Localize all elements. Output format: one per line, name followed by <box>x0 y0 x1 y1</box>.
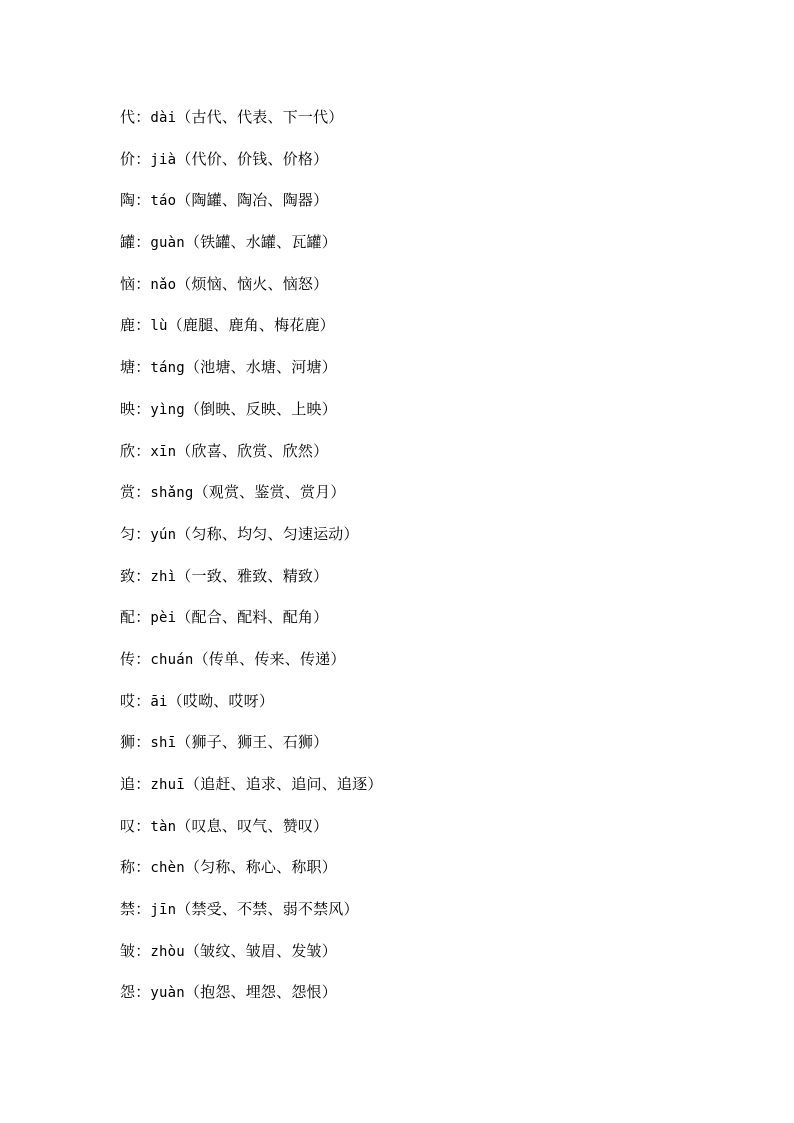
entry-separator: ： <box>135 649 151 668</box>
entry-character: 代 <box>120 108 136 126</box>
entry-words: （鹿腿、鹿角、梅花鹿） <box>167 316 335 335</box>
entry-character: 欣 <box>120 441 136 460</box>
vocab-entry <box>120 398 383 440</box>
entry-words: （烦恼、恼火、恼怒） <box>176 274 329 293</box>
entry-words: （倒映、反映、上映） <box>184 399 337 418</box>
entry-words: （古代、代表、下一代） <box>176 108 344 126</box>
entry-pinyin: dài <box>150 110 177 126</box>
entry-words: （代价、价钱、价格） <box>176 149 329 168</box>
entry-pinyin: shī <box>150 735 177 752</box>
entry-separator: ： <box>135 775 151 793</box>
entry-separator: ： <box>135 358 151 377</box>
entry-character: 皱 <box>120 941 136 960</box>
entry-words: （一致、雅致、精致） <box>176 566 329 585</box>
entry-words: （狮子、狮王、石狮） <box>176 733 329 752</box>
vocabulary-list <box>120 106 383 1023</box>
entry-character: 称 <box>120 858 136 877</box>
entry-separator: ： <box>135 149 151 168</box>
vocab-entry <box>120 940 383 982</box>
entry-words: （观赏、鉴赏、赏月） <box>193 483 346 502</box>
vocab-entry <box>120 481 383 523</box>
entry-pinyin: táo <box>150 193 177 210</box>
entry-character: 狮 <box>120 733 136 752</box>
entry-pinyin: jīn <box>150 902 177 919</box>
entry-pinyin: tàn <box>150 818 177 835</box>
vocab-entry <box>120 148 383 190</box>
vocab-entry <box>120 523 383 565</box>
entry-pinyin: zhuī <box>150 777 185 793</box>
entry-separator: ： <box>135 524 151 543</box>
entry-separator: ： <box>135 691 151 710</box>
entry-separator: ： <box>135 108 151 126</box>
entry-pinyin: āi <box>150 693 168 710</box>
entry-separator: ： <box>135 858 151 877</box>
entry-separator: ： <box>135 608 151 627</box>
entry-character: 鹿 <box>120 316 136 335</box>
entry-pinyin: zhì <box>150 568 177 585</box>
vocab-entry <box>120 898 383 940</box>
entry-character: 价 <box>120 149 136 168</box>
entry-separator: ： <box>135 566 151 585</box>
entry-character: 叹 <box>120 816 136 835</box>
entry-words: （陶罐、陶冶、陶器） <box>176 191 329 210</box>
entry-words: （铁罐、水罐、瓦罐） <box>184 233 337 252</box>
entry-pinyin: nǎo <box>150 276 177 293</box>
entry-character: 塘 <box>120 358 136 377</box>
entry-separator: ： <box>135 900 151 919</box>
entry-words: （匀称、称心、称职） <box>184 858 337 877</box>
entry-character: 传 <box>120 649 136 668</box>
entry-pinyin: chuán <box>150 651 194 668</box>
entry-character: 匀 <box>120 524 136 543</box>
entry-pinyin: guàn <box>150 235 185 252</box>
entry-words: （池塘、水塘、河塘） <box>184 358 337 377</box>
entry-character: 恼 <box>120 274 136 293</box>
vocab-entry <box>120 815 383 857</box>
entry-character: 赏 <box>120 483 136 502</box>
entry-character: 配 <box>120 608 136 627</box>
entry-pinyin: yìng <box>150 401 185 418</box>
entry-pinyin: yuàn <box>150 985 185 1002</box>
vocab-entry <box>120 773 383 815</box>
entry-character: 映 <box>120 399 136 418</box>
entry-character: 怨 <box>120 983 136 1002</box>
vocab-entry <box>120 731 383 773</box>
entry-separator: ： <box>135 816 151 835</box>
vocab-entry <box>120 356 383 398</box>
entry-character: 陶 <box>120 191 136 210</box>
entry-separator: ： <box>135 441 151 460</box>
entry-character: 罐 <box>120 233 136 252</box>
vocab-entry <box>120 981 383 1023</box>
entry-words: （皱纹、皱眉、发皱） <box>184 941 337 960</box>
entry-separator: ： <box>135 274 151 293</box>
entry-words: （匀称、均匀、匀速运动） <box>176 524 359 543</box>
entry-pinyin: zhòu <box>150 943 185 960</box>
entry-words: （传单、传来、传递） <box>193 649 346 668</box>
entry-separator: ： <box>135 733 151 752</box>
vocab-entry <box>120 106 383 148</box>
entry-separator: ： <box>135 316 151 335</box>
entry-pinyin: lù <box>150 318 168 335</box>
entry-separator: ： <box>135 399 151 418</box>
entry-separator: ： <box>135 233 151 252</box>
entry-character: 追 <box>120 775 136 793</box>
entry-separator: ： <box>135 941 151 960</box>
vocab-entry <box>120 189 383 231</box>
entry-character: 哎 <box>120 691 136 710</box>
vocab-entry <box>120 648 383 690</box>
entry-pinyin: táng <box>150 360 185 377</box>
entry-pinyin: pèi <box>150 610 177 627</box>
entry-words: （叹息、叹气、赞叹） <box>176 816 329 835</box>
vocab-entry <box>120 606 383 648</box>
entry-pinyin: yún <box>150 526 177 543</box>
entry-words: （禁受、不禁、弱不禁风） <box>176 900 359 919</box>
vocab-entry <box>120 440 383 482</box>
vocab-entry <box>120 856 383 898</box>
entry-words: （哎呦、哎呀） <box>167 691 275 710</box>
entry-pinyin: jià <box>150 151 177 168</box>
entry-character: 禁 <box>120 900 136 919</box>
entry-words: （欣喜、欣赏、欣然） <box>176 441 329 460</box>
entry-words: （追赶、追求、追问、追逐） <box>184 775 383 793</box>
entry-words: （抱怨、埋怨、怨恨） <box>184 983 337 1002</box>
entry-pinyin: chèn <box>150 860 185 877</box>
entry-pinyin: shǎng <box>150 485 194 502</box>
entry-words: （配合、配料、配角） <box>176 608 329 627</box>
vocab-entry <box>120 690 383 732</box>
vocab-entry <box>120 273 383 315</box>
vocab-entry <box>120 231 383 273</box>
vocab-entry <box>120 565 383 607</box>
entry-separator: ： <box>135 191 151 210</box>
vocab-entry <box>120 314 383 356</box>
entry-separator: ： <box>135 483 151 502</box>
entry-separator: ： <box>135 983 151 1002</box>
entry-character: 致 <box>120 566 136 585</box>
entry-pinyin: xīn <box>150 443 177 460</box>
